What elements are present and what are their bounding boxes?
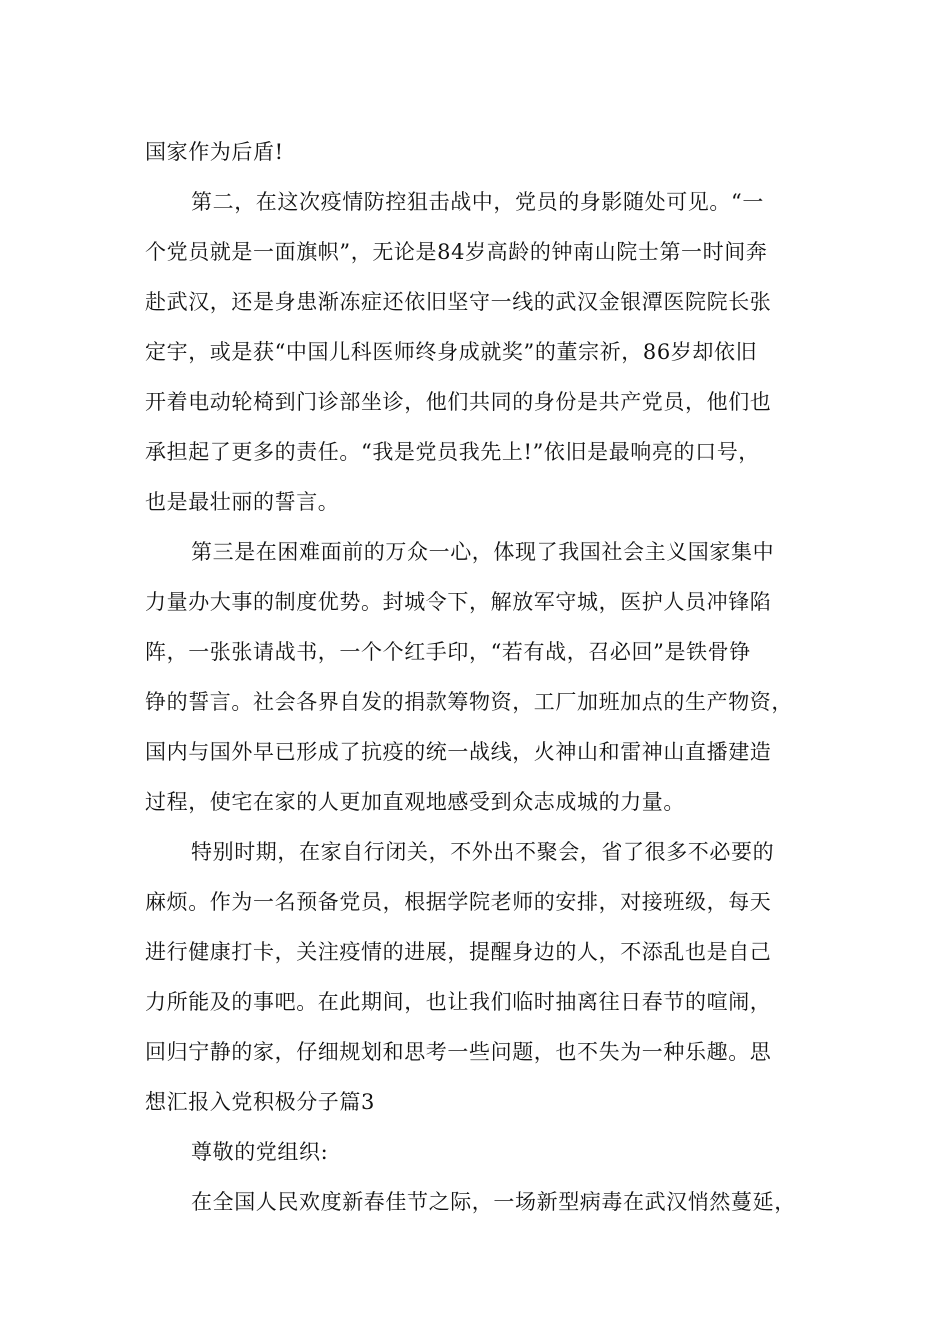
text-line: 特别时期，在家自行闭关，不外出不聚会，省了很多不必要的 bbox=[191, 840, 775, 864]
text-line: 在全国人民欢度新春佳节之际，一场新型病毒在武汉悄然蔓延， bbox=[191, 1190, 796, 1214]
text-line: 第二，在这次疫情防控狙击战中，党员的身影随处可见。“一 bbox=[191, 190, 764, 214]
text-line: 回归宁静的家，仔细规划和思考一些问题，也不失为一种乐趣。思 bbox=[145, 1040, 772, 1064]
text-line: 承担起了更多的责任。“我是党员我先上!”依旧是最响亮的口号， bbox=[145, 440, 760, 464]
text-line: 力量办大事的制度优势。封城令下，解放军守城，医护人员冲锋陷 bbox=[145, 590, 772, 614]
text-line: 铮的誓言。社会各界自发的捐款筹物资，工厂加班加点的生产物资， bbox=[145, 690, 793, 714]
text-line: 国家作为后盾! bbox=[145, 140, 284, 164]
text-line: 第三是在困难面前的万众一心，体现了我国社会主义国家集中 bbox=[191, 540, 775, 564]
text-line: 力所能及的事吧。在此期间，也让我们临时抽离往日春节的喧闹， bbox=[145, 990, 772, 1014]
text-line: 开着电动轮椅到门诊部坐诊，他们共同的身份是共产党员，他们也 bbox=[145, 390, 772, 414]
text-line: 过程，使宅在家的人更加直观地感受到众志成城的力量。 bbox=[145, 790, 685, 814]
text-line: 麻烦。作为一名预备党员，根据学院老师的安排，对接班级，每天 bbox=[145, 890, 772, 914]
text-line: 赴武汉，还是身患渐冻症还依旧坚守一线的武汉金银潭医院院长张 bbox=[145, 290, 772, 314]
text-line: 国内与国外早已形成了抗疫的统一战线，火神山和雷神山直播建造 bbox=[145, 740, 772, 764]
text-line: 也是最壮丽的誓言。 bbox=[145, 490, 340, 514]
text-line: 定宇，或是获“中国儿科医师终身成就奖”的董宗祈，86岁却依旧 bbox=[145, 340, 758, 364]
text-line: 阵，一张张请战书，一个个红手印，“若有战，召必回”是铁骨铮 bbox=[145, 640, 751, 664]
text-line: 尊敬的党组织: bbox=[191, 1140, 329, 1164]
text-line: 进行健康打卡，关注疫情的进展，提醒身边的人，不添乱也是自己 bbox=[145, 940, 772, 964]
text-line: 个党员就是一面旗帜”，无论是84岁高龄的钟南山院士第一时间奔 bbox=[145, 240, 768, 264]
text-line: 想汇报入党积极分子篇3 bbox=[145, 1090, 375, 1114]
